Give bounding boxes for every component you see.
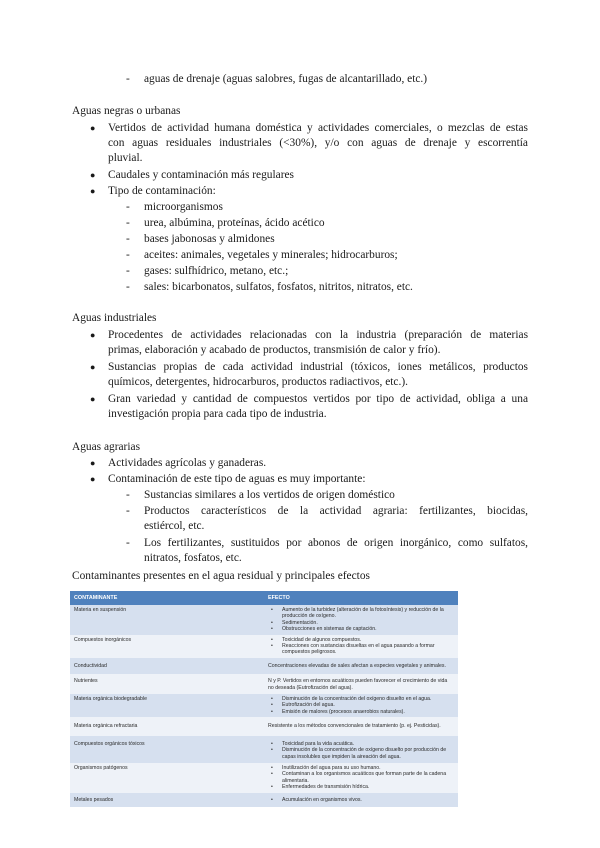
effect-item: • Sedimentación. [282,620,454,626]
table-row [70,635,458,658]
sub-item: aceites: animales, vegetales y minerales; hidrocarburos; [144,249,398,261]
table-header-row [70,591,458,605]
effect-item: • Obstrucciones en sistemas de captación. [282,626,454,632]
bullet-marker: ● [90,123,96,133]
dash-marker: - [126,73,130,85]
bullet-marker: ● [90,394,96,404]
contaminant-name: Nutrientes [70,674,264,694]
section-heading-agrarias: Aguas agrarias [72,441,140,453]
effect-item: • Disminución de la concentración del oxígeno disuelto en el agua. [282,696,454,702]
sub-item: Sustancias similares a los vertidos de origen doméstico [144,489,395,501]
sub-item: sales: bicarbonatos, sulfatos, fosfatos, nitritos, nitratos, etc. [144,281,413,293]
effect-cell [264,605,458,635]
header-efecto: EFECTO [264,591,458,605]
bullet-marker: ● [90,458,96,468]
bullet-text: Gran variedad y cantidad de compuestos vertidos por tipo de actividad, obliga a una investigación propia para cada tipo de industria. [108,393,528,421]
bullet-text: Caudales y contaminación más regulares [108,169,294,181]
table-row [70,605,458,635]
table-row [70,694,458,717]
contaminant-name: Materia en suspensión [70,605,264,635]
effect-text: N y P. Vertidos en entornos acuáticos pueden favorecer el crecimiento de vida no deseada (Eutrofización del agua). [264,674,458,694]
table-row [70,736,458,763]
header-contaminante: CONTAMINANTE [70,591,264,605]
dash-marker: - [126,537,130,549]
bullet-text: Actividades agrícolas y ganaderas. [108,457,267,469]
effect-cell [264,736,458,763]
sub-item: microorganismos [144,201,223,213]
effect-item: • Disminución de la concentración de oxígeno disuelto por producción de capas insolubles que impiden la aireación del agua. [282,747,454,760]
bullet-text: Procedentes de actividades relacionadas con la industria (preparación de materias primas, elaboración y acabado de productos, transmisión de calor y frío). [108,329,528,357]
dash-marker: - [126,217,130,229]
sub-item: gases: sulfhídrico, metano, etc.; [144,265,289,277]
sub-item: Productos característicos de la actividad agraria: fertilizantes, biocidas, estiércol, etc. [144,505,528,533]
contaminant-name: Materia orgánica refractaria [70,717,264,735]
table-row [70,793,458,807]
bullet-marker: ● [90,330,96,340]
effect-text: Concentraciones elevadas de sales afectan a especies vegetales y animales. [264,658,458,674]
dash-marker: - [126,265,130,277]
effect-item: • Toxicidad de algunos compuestos. [282,637,454,643]
bullet-text: Tipo de contaminación: [108,185,216,197]
table-row [70,674,458,694]
section-heading-industriales: Aguas industriales [72,312,157,324]
contaminant-name: Compuestos orgánicos tóxicos [70,736,264,763]
sub-item: urea, albúmina, proteínas, ácido acético [144,217,325,229]
effect-item: • Enfermedades de transmisión hídrica. [282,784,454,790]
effect-cell [264,793,458,807]
contaminant-name: Metales pesados [70,793,264,807]
dash-marker: - [126,201,130,213]
bullet-text: Vertidos de actividad humana doméstica y actividades comerciales, o mezclas de estas con aguas residuales industriales (<30%), y/o con aguas de drenaje y escorrentía pluvial. [108,122,528,165]
dash-marker: - [126,249,130,261]
contaminant-name: Compuestos inorgánicos [70,635,264,658]
effect-item: • Toxicidad para la vida acuática. [282,741,454,747]
bullet-marker: ● [90,186,96,196]
dash-marker: - [126,233,130,245]
bullet-text: Contaminación de este tipo de aguas es muy importante: [108,473,366,485]
effect-item: • Inutilización del agua para su uso humano. [282,765,454,771]
sub-item: Los fertilizantes, sustituidos por abonos de origen inorgánico, como sulfatos, nitratos, fosfatos, etc. [144,537,528,565]
contaminants-table [70,591,458,807]
bullet-text: Sustancias propias de cada actividad industrial (tóxicos, iones metálicos, productos químicos, detergentes, hidrocarburos, productos radiactivos, etc.). [108,361,528,389]
effect-cell [264,694,458,717]
section-heading-urbanas: Aguas negras o urbanas [72,105,181,117]
effect-item: • Acumulación en organismos vivos. [282,797,454,803]
effect-item: • Aumento de la turbidez (alteración de la fotosíntesis) y reducción de la producción de oxígeno. [282,607,454,620]
bullet-marker: ● [90,362,96,372]
contaminant-name: Organismos patógenos [70,763,264,793]
effect-item: • Contaminan a los organismos acuáticos que forman parte de la cadena alimentaria. [282,771,454,784]
effect-text: Resistente a los métodos convencionales de tratamiento (p. ej. Pesticidas). [264,717,458,735]
contaminant-name: Materia orgánica biodegradable [70,694,264,717]
bullet-marker: ● [90,170,96,180]
table-row [70,658,458,674]
table-row [70,763,458,793]
contaminant-name: Conductividad [70,658,264,674]
table-row [70,717,458,735]
effect-item: • Reacciones con sustancias disueltas en el agua pasando a formar compuestos peligrosos. [282,643,454,656]
effect-cell [264,635,458,658]
dash-marker: - [126,489,130,501]
sub-item: bases jabonosas y almidones [144,233,275,245]
top-list-item: aguas de drenaje (aguas salobres, fugas de alcantarillado, etc.) [144,73,428,85]
dash-marker: - [126,281,130,293]
effect-item: • Emisión de malores (procesos anaerobios naturales). [282,709,454,715]
bullet-marker: ● [90,474,96,484]
effect-cell [264,763,458,793]
dash-marker: - [126,505,130,517]
table-caption: Contaminantes presentes en el agua residual y principales efectos [72,570,370,582]
effect-item: • Eutrofización del agua. [282,702,454,708]
